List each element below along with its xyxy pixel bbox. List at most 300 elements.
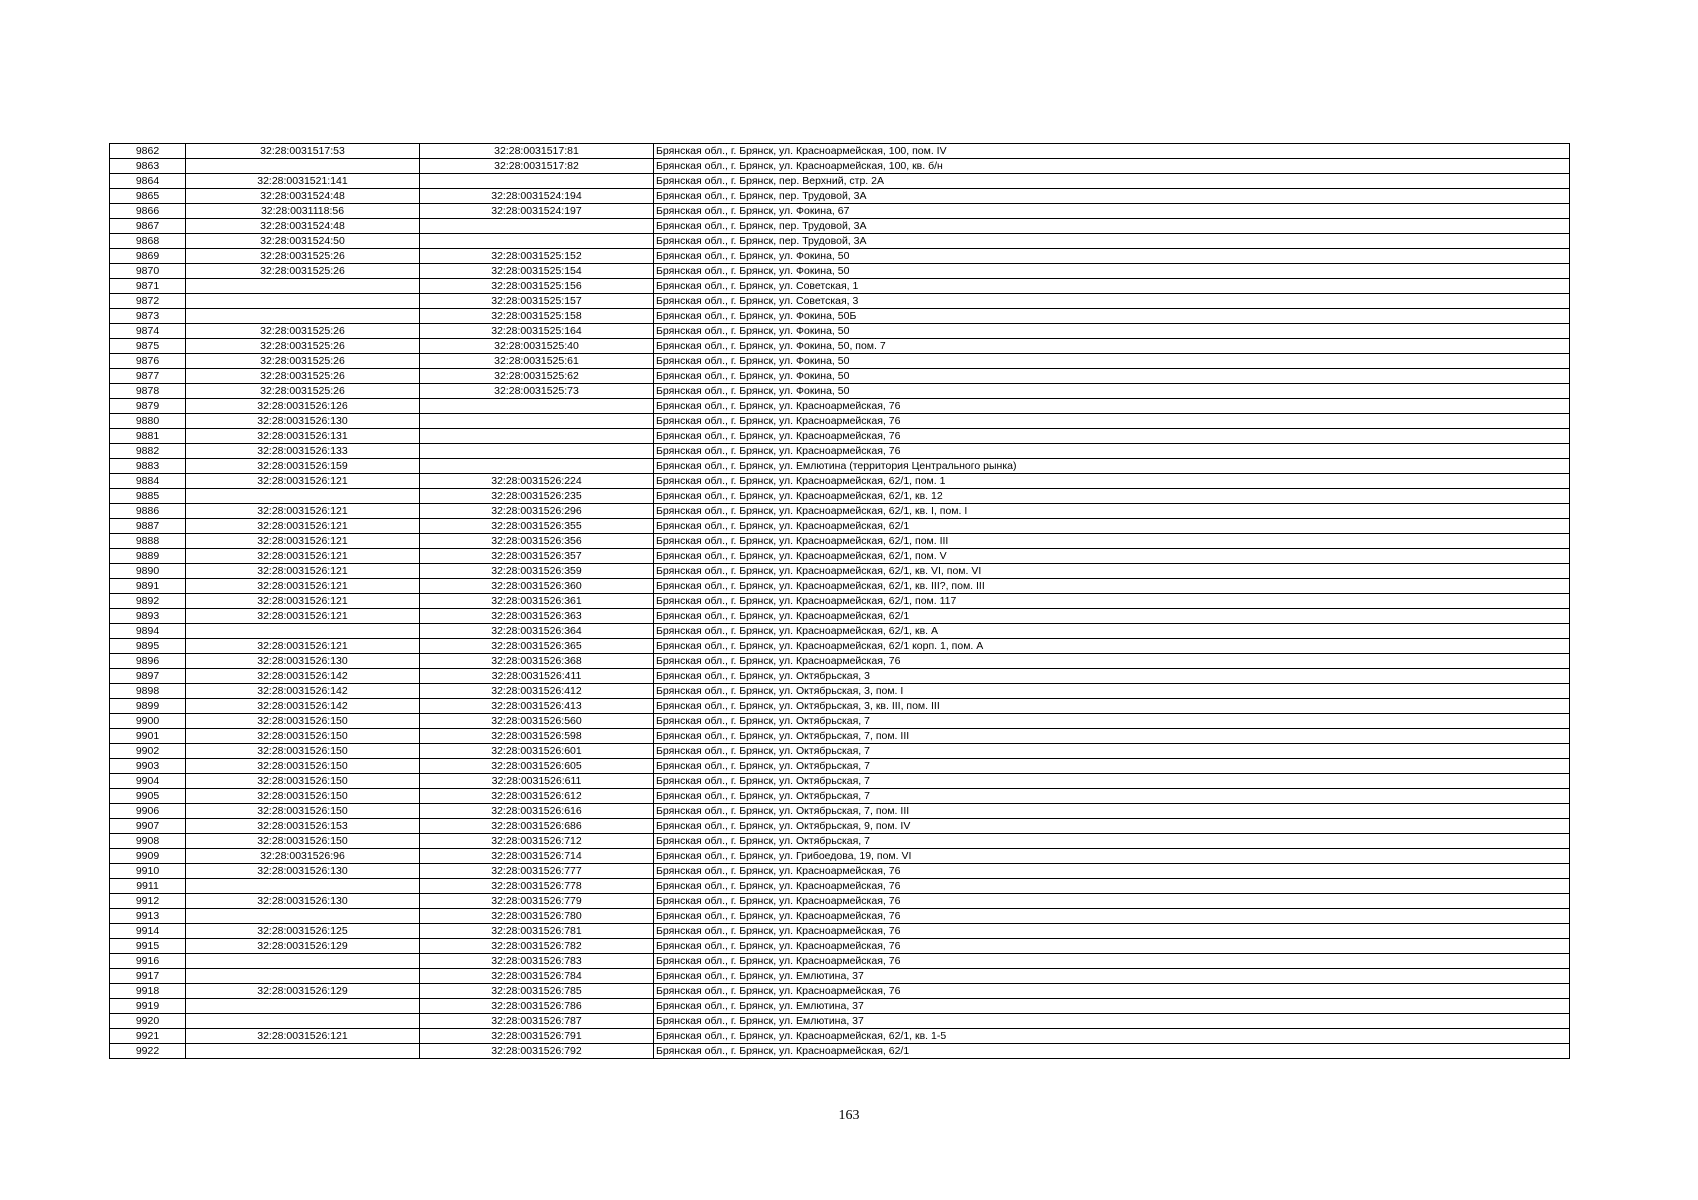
parcel-number-cell: 32:28:0031526:129 [186,939,420,954]
table-row [110,744,1570,759]
object-number-cell: 32:28:0031526:413 [420,699,654,714]
table-row [110,549,1570,564]
row-number-cell: 9918 [110,984,186,999]
address-cell: Брянская обл., г. Брянск, пер. Трудовой, 3А [654,219,1570,234]
parcel-number-cell: 32:28:0031526:150 [186,759,420,774]
address-cell: Брянская обл., г. Брянск, ул. Фокина, 50, пом. 7 [654,339,1570,354]
object-number-cell [420,444,654,459]
parcel-number-cell [186,159,420,174]
object-number-cell: 32:28:0031526:365 [420,639,654,654]
row-number-cell: 9872 [110,294,186,309]
object-number-cell: 32:28:0031524:194 [420,189,654,204]
table-row [110,444,1570,459]
row-number-cell: 9882 [110,444,186,459]
row-number-cell: 9869 [110,249,186,264]
row-number-cell: 9865 [110,189,186,204]
parcel-number-cell [186,999,420,1014]
parcel-number-cell: 32:28:0031526:142 [186,699,420,714]
object-number-cell: 32:28:0031526:360 [420,579,654,594]
address-cell: Брянская обл., г. Брянск, ул. Красноармейская, 62/1, пом. V [654,549,1570,564]
address-cell: Брянская обл., г. Брянск, ул. Красноармейская, 76 [654,894,1570,909]
table-row [110,594,1570,609]
table-row [110,654,1570,669]
object-number-cell: 32:28:0031525:73 [420,384,654,399]
object-number-cell: 32:28:0031526:356 [420,534,654,549]
row-number-cell: 9921 [110,1029,186,1044]
parcel-number-cell [186,309,420,324]
parcel-number-cell: 32:28:0031526:133 [186,444,420,459]
row-number-cell: 9890 [110,564,186,579]
address-cell: Брянская обл., г. Брянск, ул. Красноармейская, 62/1, пом. III [654,534,1570,549]
table-row [110,219,1570,234]
row-number-cell: 9902 [110,744,186,759]
parcel-number-cell [186,1014,420,1029]
row-number-cell: 9894 [110,624,186,639]
object-number-cell: 32:28:0031526:598 [420,729,654,744]
parcel-number-cell: 32:28:0031526:150 [186,789,420,804]
row-number-cell: 9893 [110,609,186,624]
row-number-cell: 9878 [110,384,186,399]
row-number-cell: 9901 [110,729,186,744]
object-number-cell: 32:28:0031526:780 [420,909,654,924]
table-row [110,999,1570,1014]
address-cell: Брянская обл., г. Брянск, ул. Красноармейская, 62/1 корп. 1, пом. А [654,639,1570,654]
address-cell: Брянская обл., г. Брянск, ул. Октябрьская, 7 [654,789,1570,804]
address-cell: Брянская обл., г. Брянск, ул. Октябрьская, 3, пом. I [654,684,1570,699]
table-row [110,354,1570,369]
table-row [110,609,1570,624]
row-number-cell: 9867 [110,219,186,234]
row-number-cell: 9898 [110,684,186,699]
object-number-cell: 32:28:0031526:791 [420,1029,654,1044]
object-number-cell: 32:28:0031525:164 [420,324,654,339]
parcel-number-cell [186,624,420,639]
parcel-number-cell: 32:28:0031526:130 [186,654,420,669]
row-number-cell: 9891 [110,579,186,594]
parcel-number-cell: 32:28:0031525:26 [186,384,420,399]
table-row [110,384,1570,399]
address-cell: Брянская обл., г. Брянск, ул. Фокина, 50 [654,249,1570,264]
object-number-cell: 32:28:0031526:712 [420,834,654,849]
table-row [110,774,1570,789]
table-row [110,489,1570,504]
address-cell: Брянская обл., г. Брянск, ул. Октябрьская, 9, пом. IV [654,819,1570,834]
object-number-cell: 32:28:0031526:412 [420,684,654,699]
object-number-cell: 32:28:0031526:611 [420,774,654,789]
address-cell: Брянская обл., г. Брянск, ул. Красноармейская, 76 [654,444,1570,459]
object-number-cell [420,414,654,429]
object-number-cell: 32:28:0031526:368 [420,654,654,669]
table-row [110,849,1570,864]
table-row [110,309,1570,324]
table-row [110,759,1570,774]
row-number-cell: 9887 [110,519,186,534]
table-row [110,249,1570,264]
parcel-number-cell: 32:28:0031524:48 [186,189,420,204]
row-number-cell: 9909 [110,849,186,864]
address-cell: Брянская обл., г. Брянск, ул. Красноармейская, 62/1, пом. 117 [654,594,1570,609]
table-row [110,1029,1570,1044]
row-number-cell: 9884 [110,474,186,489]
address-cell: Брянская обл., г. Брянск, ул. Октябрьская, 7 [654,834,1570,849]
parcel-number-cell: 32:28:0031118:56 [186,204,420,219]
address-cell: Брянская обл., г. Брянск, ул. Красноармейская, 76 [654,909,1570,924]
row-number-cell: 9897 [110,669,186,684]
row-number-cell: 9906 [110,804,186,819]
address-cell: Брянская обл., г. Брянск, ул. Советская, 1 [654,279,1570,294]
object-number-cell [420,459,654,474]
parcel-number-cell: 32:28:0031526:121 [186,549,420,564]
address-cell: Брянская обл., г. Брянск, ул. Октябрьская, 3, кв. III, пом. III [654,699,1570,714]
address-cell: Брянская обл., г. Брянск, ул. Красноармейская, 62/1, пом. 1 [654,474,1570,489]
table-row [110,459,1570,474]
parcel-number-cell: 32:28:0031526:150 [186,744,420,759]
table-row [110,339,1570,354]
object-number-cell: 32:28:0031526:224 [420,474,654,489]
address-cell: Брянская обл., г. Брянск, ул. Красноармейская, 62/1, кв. VI, пом. VI [654,564,1570,579]
parcel-number-cell: 32:28:0031526:125 [186,924,420,939]
parcel-number-cell: 32:28:0031524:48 [186,219,420,234]
address-cell: Брянская обл., г. Брянск, ул. Фокина, 50 [654,354,1570,369]
object-number-cell: 32:28:0031525:156 [420,279,654,294]
table-row [110,879,1570,894]
object-number-cell [420,429,654,444]
parcel-number-cell: 32:28:0031526:142 [186,684,420,699]
address-cell: Брянская обл., г. Брянск, ул. Октябрьская, 7 [654,744,1570,759]
row-number-cell: 9888 [110,534,186,549]
table-row [110,204,1570,219]
object-number-cell: 32:28:0031526:779 [420,894,654,909]
row-number-cell: 9880 [110,414,186,429]
table-row [110,639,1570,654]
row-number-cell: 9912 [110,894,186,909]
table-row [110,294,1570,309]
object-number-cell [420,174,654,189]
address-cell: Брянская обл., г. Брянск, ул. Красноармейская, 76 [654,399,1570,414]
row-number-cell: 9870 [110,264,186,279]
table-row [110,234,1570,249]
parcel-number-cell: 32:28:0031526:150 [186,804,420,819]
parcel-number-cell: 32:28:0031526:142 [186,669,420,684]
address-cell: Брянская обл., г. Брянск, пер. Трудовой, 3А [654,189,1570,204]
table-row [110,504,1570,519]
object-number-cell: 32:28:0031526:785 [420,984,654,999]
parcel-number-cell: 32:28:0031526:121 [186,639,420,654]
row-number-cell: 9862 [110,144,186,159]
parcel-number-cell: 32:28:0031526:130 [186,414,420,429]
page-number: 163 [838,1108,860,1123]
row-number-cell: 9908 [110,834,186,849]
row-number-cell: 9914 [110,924,186,939]
table-row [110,699,1570,714]
parcel-number-cell: 32:28:0031525:26 [186,249,420,264]
table-row [110,1044,1570,1059]
row-number-cell: 9868 [110,234,186,249]
table-row [110,579,1570,594]
parcel-number-cell: 32:28:0031524:50 [186,234,420,249]
object-number-cell: 32:28:0031526:792 [420,1044,654,1059]
address-cell: Брянская обл., г. Брянск, ул. Красноармейская, 62/1, кв. А [654,624,1570,639]
table-row [110,834,1570,849]
address-cell: Брянская обл., г. Брянск, ул. Фокина, 50 [654,384,1570,399]
table-row [110,789,1570,804]
row-number-cell: 9875 [110,339,186,354]
table-row [110,264,1570,279]
parcel-number-cell: 32:28:0031526:121 [186,474,420,489]
table-row [110,714,1570,729]
parcel-number-cell: 32:28:0031526:126 [186,399,420,414]
address-cell: Брянская обл., г. Брянск, ул. Красноармейская, 100, кв. б/н [654,159,1570,174]
table-row [110,864,1570,879]
parcel-number-cell: 32:28:0031517:53 [186,144,420,159]
table-row [110,474,1570,489]
parcel-number-cell [186,1044,420,1059]
row-number-cell: 9900 [110,714,186,729]
parcel-number-cell: 32:28:0031526:121 [186,519,420,534]
object-number-cell: 32:28:0031526:364 [420,624,654,639]
row-number-cell: 9920 [110,1014,186,1029]
parcel-number-cell: 32:28:0031526:96 [186,849,420,864]
parcel-number-cell: 32:28:0031525:26 [186,324,420,339]
address-cell: Брянская обл., г. Брянск, ул. Фокина, 50 [654,369,1570,384]
address-cell: Брянская обл., г. Брянск, ул. Емлютина (территория Центрального рынка) [654,459,1570,474]
row-number-cell: 9874 [110,324,186,339]
address-cell: Брянская обл., г. Брянск, ул. Фокина, 67 [654,204,1570,219]
data-table [109,143,1570,1059]
table-row [110,399,1570,414]
table-row [110,414,1570,429]
row-number-cell: 9913 [110,909,186,924]
parcel-number-cell: 32:28:0031526:150 [186,834,420,849]
parcel-number-cell: 32:28:0031526:131 [186,429,420,444]
address-cell: Брянская обл., г. Брянск, ул. Красноармейская, 76 [654,954,1570,969]
object-number-cell: 32:28:0031526:778 [420,879,654,894]
row-number-cell: 9885 [110,489,186,504]
row-number-cell: 9892 [110,594,186,609]
address-cell: Брянская обл., г. Брянск, ул. Октябрьская, 7, пом. III [654,729,1570,744]
table-row [110,324,1570,339]
address-cell: Брянская обл., г. Брянск, ул. Красноармейская, 76 [654,939,1570,954]
address-cell: Брянская обл., г. Брянск, ул. Октябрьская, 7 [654,714,1570,729]
row-number-cell: 9873 [110,309,186,324]
table-row [110,684,1570,699]
table-row [110,279,1570,294]
address-cell: Брянская обл., г. Брянск, ул. Емлютина, 37 [654,1014,1570,1029]
address-cell: Брянская обл., г. Брянск, ул. Емлютина, 37 [654,969,1570,984]
row-number-cell: 9904 [110,774,186,789]
address-cell: Брянская обл., г. Брянск, ул. Красноармейская, 62/1, кв. 1-5 [654,1029,1570,1044]
table-row [110,969,1570,984]
row-number-cell: 9922 [110,1044,186,1059]
parcel-number-cell: 32:28:0031525:26 [186,339,420,354]
row-number-cell: 9863 [110,159,186,174]
object-number-cell: 32:28:0031526:784 [420,969,654,984]
parcel-number-cell: 32:28:0031525:26 [186,354,420,369]
table-row [110,954,1570,969]
object-number-cell: 32:28:0031526:355 [420,519,654,534]
table-row [110,819,1570,834]
row-number-cell: 9907 [110,819,186,834]
address-cell: Брянская обл., г. Брянск, ул. Фокина, 50Б [654,309,1570,324]
object-number-cell: 32:28:0031526:357 [420,549,654,564]
row-number-cell: 9915 [110,939,186,954]
object-number-cell: 32:28:0031526:601 [420,744,654,759]
parcel-number-cell [186,969,420,984]
object-number-cell: 32:28:0031526:787 [420,1014,654,1029]
row-number-cell: 9916 [110,954,186,969]
object-number-cell: 32:28:0031525:40 [420,339,654,354]
object-number-cell: 32:28:0031526:714 [420,849,654,864]
parcel-number-cell: 32:28:0031526:121 [186,609,420,624]
address-cell: Брянская обл., г. Брянск, ул. Красноармейская, 76 [654,984,1570,999]
parcel-number-cell [186,879,420,894]
parcel-number-cell: 32:28:0031526:121 [186,564,420,579]
row-number-cell: 9910 [110,864,186,879]
table-row [110,804,1570,819]
object-number-cell: 32:28:0031526:786 [420,999,654,1014]
object-number-cell: 32:28:0031525:62 [420,369,654,384]
address-cell: Брянская обл., г. Брянск, пер. Верхний, стр. 2А [654,174,1570,189]
object-number-cell: 32:28:0031526:616 [420,804,654,819]
address-cell: Брянская обл., г. Брянск, ул. Красноармейская, 76 [654,864,1570,879]
parcel-number-cell: 32:28:0031526:121 [186,1029,420,1044]
object-number-cell [420,219,654,234]
object-number-cell: 32:28:0031517:81 [420,144,654,159]
row-number-cell: 9903 [110,759,186,774]
address-cell: Брянская обл., г. Брянск, пер. Трудовой, 3А [654,234,1570,249]
object-number-cell: 32:28:0031526:296 [420,504,654,519]
table-row [110,174,1570,189]
address-cell: Брянская обл., г. Брянск, ул. Октябрьская, 7 [654,759,1570,774]
parcel-number-cell [186,909,420,924]
address-cell: Брянская обл., г. Брянск, ул. Красноармейская, 76 [654,414,1570,429]
parcel-number-cell: 32:28:0031525:26 [186,369,420,384]
object-number-cell: 32:28:0031525:158 [420,309,654,324]
parcel-number-cell: 32:28:0031526:130 [186,864,420,879]
parcel-number-cell [186,294,420,309]
parcel-number-cell: 32:28:0031526:121 [186,594,420,609]
parcel-number-cell: 32:28:0031526:159 [186,459,420,474]
row-number-cell: 9864 [110,174,186,189]
address-cell: Брянская обл., г. Брянск, ул. Грибоедова, 19, пом. VI [654,849,1570,864]
object-number-cell: 32:28:0031525:157 [420,294,654,309]
address-cell: Брянская обл., г. Брянск, ул. Емлютина, 37 [654,999,1570,1014]
table-body [110,144,1570,1059]
table-row [110,564,1570,579]
row-number-cell: 9911 [110,879,186,894]
parcel-number-cell [186,954,420,969]
row-number-cell: 9899 [110,699,186,714]
address-cell: Брянская обл., г. Брянск, ул. Красноармейская, 62/1, кв. I, пом. I [654,504,1570,519]
parcel-number-cell [186,489,420,504]
address-cell: Брянская обл., г. Брянск, ул. Октябрьская, 7, пом. III [654,804,1570,819]
table-row [110,369,1570,384]
object-number-cell: 32:28:0031526:777 [420,864,654,879]
parcel-number-cell: 32:28:0031526:121 [186,534,420,549]
table-row [110,159,1570,174]
parcel-number-cell [186,279,420,294]
parcel-number-cell: 32:28:0031526:121 [186,504,420,519]
row-number-cell: 9883 [110,459,186,474]
object-number-cell: 32:28:0031526:781 [420,924,654,939]
row-number-cell: 9905 [110,789,186,804]
row-number-cell: 9896 [110,654,186,669]
table-row [110,924,1570,939]
row-number-cell: 9877 [110,369,186,384]
parcel-number-cell: 32:28:0031526:153 [186,819,420,834]
parcel-number-cell: 32:28:0031526:150 [186,774,420,789]
object-number-cell: 32:28:0031525:61 [420,354,654,369]
table-row [110,909,1570,924]
object-number-cell: 32:28:0031526:612 [420,789,654,804]
object-number-cell: 32:28:0031526:605 [420,759,654,774]
table-row [110,519,1570,534]
table-row [110,939,1570,954]
table-row [110,624,1570,639]
row-number-cell: 9889 [110,549,186,564]
object-number-cell [420,234,654,249]
parcel-number-cell: 32:28:0031525:26 [186,264,420,279]
object-number-cell: 32:28:0031526:782 [420,939,654,954]
object-number-cell: 32:28:0031526:783 [420,954,654,969]
object-number-cell: 32:28:0031524:197 [420,204,654,219]
object-number-cell: 32:28:0031517:82 [420,159,654,174]
parcel-number-cell: 32:28:0031526:129 [186,984,420,999]
address-cell: Брянская обл., г. Брянск, ул. Фокина, 50 [654,324,1570,339]
address-cell: Брянская обл., г. Брянск, ул. Красноармейская, 62/1, кв. III?, пом. III [654,579,1570,594]
address-cell: Брянская обл., г. Брянск, ул. Красноармейская, 76 [654,924,1570,939]
row-number-cell: 9871 [110,279,186,294]
object-number-cell: 32:28:0031526:560 [420,714,654,729]
table-row [110,669,1570,684]
table-row [110,729,1570,744]
object-number-cell: 32:28:0031525:154 [420,264,654,279]
object-number-cell: 32:28:0031526:363 [420,609,654,624]
row-number-cell: 9866 [110,204,186,219]
table-row [110,894,1570,909]
object-number-cell [420,399,654,414]
parcel-number-cell: 32:28:0031526:150 [186,714,420,729]
object-number-cell: 32:28:0031526:411 [420,669,654,684]
row-number-cell: 9881 [110,429,186,444]
parcel-number-cell: 32:28:0031526:121 [186,579,420,594]
address-cell: Брянская обл., г. Брянск, ул. Октябрьская, 7 [654,774,1570,789]
parcel-number-cell: 32:28:0031526:130 [186,894,420,909]
address-cell: Брянская обл., г. Брянск, ул. Красноармейская, 62/1 [654,1044,1570,1059]
address-cell: Брянская обл., г. Брянск, ул. Красноармейская, 62/1 [654,519,1570,534]
row-number-cell: 9895 [110,639,186,654]
object-number-cell: 32:28:0031526:359 [420,564,654,579]
address-cell: Брянская обл., г. Брянск, ул. Октябрьская, 3 [654,669,1570,684]
object-number-cell: 32:28:0031526:361 [420,594,654,609]
address-cell: Брянская обл., г. Брянск, ул. Красноармейская, 76 [654,879,1570,894]
table-row [110,534,1570,549]
row-number-cell: 9876 [110,354,186,369]
row-number-cell: 9886 [110,504,186,519]
address-cell: Брянская обл., г. Брянск, ул. Красноармейская, 62/1 [654,609,1570,624]
address-cell: Брянская обл., г. Брянск, ул. Советская, 3 [654,294,1570,309]
table-row [110,189,1570,204]
row-number-cell: 9919 [110,999,186,1014]
parcel-number-cell: 32:28:0031526:150 [186,729,420,744]
address-cell: Брянская обл., г. Брянск, ул. Красноармейская, 62/1, кв. 12 [654,489,1570,504]
object-number-cell: 32:28:0031525:152 [420,249,654,264]
table-row [110,144,1570,159]
object-number-cell: 32:28:0031526:686 [420,819,654,834]
parcel-number-cell: 32:28:0031521:141 [186,174,420,189]
address-cell: Брянская обл., г. Брянск, ул. Красноармейская, 76 [654,429,1570,444]
table-row [110,1014,1570,1029]
